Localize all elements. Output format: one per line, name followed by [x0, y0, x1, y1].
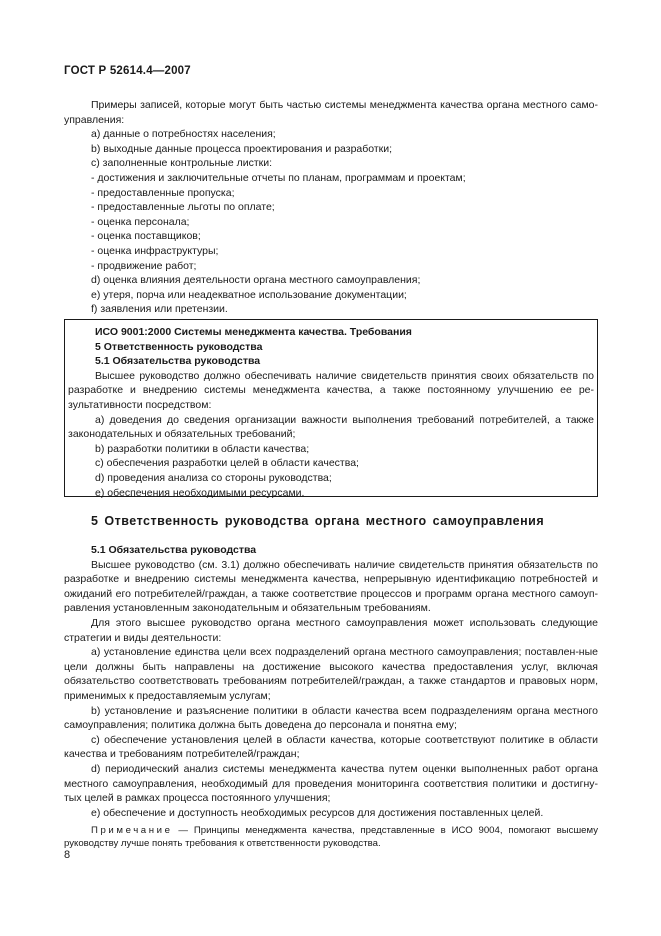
iso-quote-box [64, 319, 598, 497]
list-item: a) установление единства цели всех подразделений органа местного самоуправления; поставлен-ные цели должны быть направлены на достижение высокого качества предоставления услуг, включая обязательство соответствовать требованиям потребителей/граждан, а также стандартов и правовых норм, применимых к предоставляемым услугам; [64, 646, 598, 702]
iso-box-section: 5 Ответственность руководства [95, 340, 263, 353]
list-item: - предоставленные пропуска; [91, 186, 235, 199]
page-number: 8 [64, 849, 71, 861]
list-item: a) данные о потребностях населения; [91, 128, 276, 141]
list-item: e) утеря, порча или неадекватное использование документации; [91, 288, 407, 301]
section-5-paragraph: Высшее руководство (см. 3.1) должно обеспечивать наличие свидетельств принятия обязательств по разработке и внедрению системы менеджмента качества, непрерывную идентификацию потребностей и ожиданий его потребителей/граждан, а также соответствие процессов и программ органа местного самоуп-равления установленным законодательным и обязательным требованиям. [64, 558, 598, 615]
list-item: c) заполненные контрольные листки: [91, 157, 273, 170]
section-5-body [64, 543, 598, 851]
iso-box-subsection: 5.1 Обязательства руководства [95, 355, 261, 368]
records-lead: Примеры записей, которые могут быть частью системы менеджмента качества органа местного само-управления: [64, 99, 598, 126]
list-item: d) периодический анализ системы менеджмента качества путем оценки выполненных работ органа местного самоуправления, необходимый для проведения мониторинга соответствия политики и достигну-тых целей в рамках процесса постоянного улучшения; [64, 762, 598, 805]
list-item: b) выходные данные процесса проектирования и разработки; [91, 142, 393, 155]
list-item: - достижения и заключительные отчеты по планам, программам и проектам; [91, 171, 466, 184]
note-label: Примечание [91, 825, 173, 837]
list-item: d) оценка влияния деятельности органа местного самоуправления; [91, 274, 421, 287]
list-item: e) обеспечение и доступность необходимых ресурсов для достижения поставленных целей. [91, 806, 544, 819]
iso-box-item: e) обеспечения необходимыми ресурсами. [95, 486, 305, 499]
section-5-paragraph: Для этого высшее руководство органа местного самоуправления может использовать следующие стратегии и виды деятельности: [64, 616, 598, 644]
note [64, 824, 598, 850]
iso-box-item: a) доведения до сведения организации важности выполнения требований потребителей, а также законодательных и обязательных требований; [68, 413, 594, 441]
iso-box-title: ИСО 9001:2000 Системы менеджмента качества. Требования [95, 326, 412, 338]
section-5-title: 5 Ответственность руководства органа местного самоуправления [91, 514, 545, 528]
subsection-5-1-title: 5.1 Обязательства руководства [91, 544, 257, 556]
list-item: c) обеспечение установления целей в области качества, которые соответствуют политике в области качества и требованиям потребителей/граждан; [64, 733, 598, 761]
standard-header: ГОСТ Р 52614.4—2007 [64, 65, 191, 77]
iso-box-text: Высшее руководство должно обеспечивать наличие свидетельств принятия своих обязательств по разработке и внедрению системы менеджмента качества, а также постоянному улучшению ее ре-зультативности посредством: [68, 369, 594, 411]
list-item: - оценка поставщиков; [91, 230, 201, 243]
list-item: - оценка инфраструктуры; [91, 244, 219, 257]
list-item: b) установление и разъяснение политики в области качества всем подразделениям органа местного самоуправления; политика должна быть доведена до персонала и понятна ему; [64, 704, 598, 732]
records-examples [64, 98, 598, 317]
list-item: - предоставленные льготы по оплате; [91, 201, 275, 214]
iso-box-item: c) обеспечения разработки целей в области качества; [95, 457, 359, 470]
list-item: f) заявления или претензии. [91, 303, 228, 316]
iso-box-item: d) проведения анализа со стороны руководства; [95, 471, 332, 484]
list-item: - оценка персонала; [91, 215, 190, 228]
list-item: - продвижение работ; [91, 259, 197, 272]
iso-box-item: b) разработки политики в области качества; [95, 442, 310, 455]
note-text: — Принципы менеджмента качества, представленные в ИСО 9004, помогают высшему руководству лучше понять требования к ответственности руководства. [64, 825, 598, 850]
